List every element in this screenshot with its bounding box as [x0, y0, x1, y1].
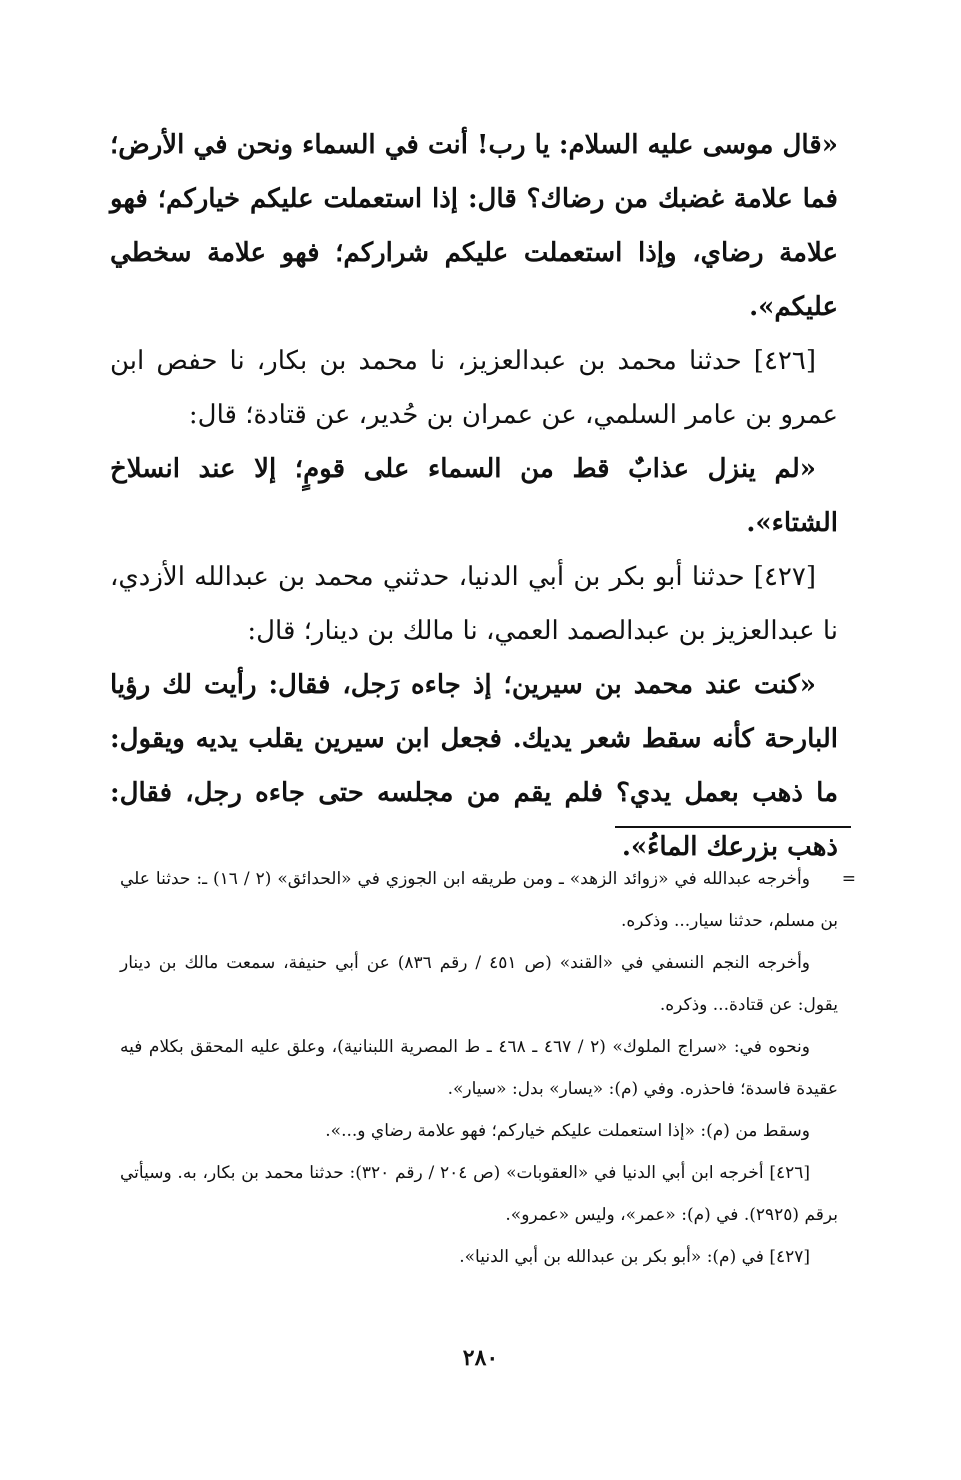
main-text	[110, 118, 838, 874]
footnotes	[120, 858, 856, 1278]
quote-paragraph: «لم ينزل عذابٌ قط من السماء على قومٍ؛ إلا عند انسلاخ الشتاء».	[110, 454, 838, 538]
narration-paragraph: [٤٢٦] حدثنا محمد بن عبدالعزيز، نا محمد بن بكار، نا حفص ابن عمرو بن عامر السلمي، عن عمران بن حُدير، عن قتادة؛ قال:	[110, 346, 838, 430]
footnote-paragraph: وسقط من (م): «إذا استعملت عليكم خياركم؛ فهو علامة رضاي و...».	[325, 1121, 810, 1141]
footnote-paragraph: [٤٢٧] في (م): «أبو بكر بن عبدالله بن أبي الدنيا».	[459, 1247, 810, 1267]
footnote-paragraph: وأخرجه النجم النسفي في «القند» (ص ٤٥١ / رقم ٨٣٦) عن أبي حنيفة، سمعت مالك بن دينار يقول: عن قتادة... وذكره.	[120, 953, 838, 1015]
continuation-mark: =	[841, 869, 856, 889]
quote-paragraph: «كنت عند محمد بن سيرين؛ إذ جاءه رَجل، فقال: رأيت لك رؤيا البارحة كأنه سقط شعر يديك. فجعل ابن سيرين يقلب يديه ويقول: ما ذهب بعمل يدي؟ فلم يقم من مجلسه حتى جاءه رجل، فقال: ذهب بزرعك الماءُ».	[110, 670, 838, 862]
page-number: ٢٨٠	[462, 1345, 499, 1371]
footnote-paragraph: ونحوه في: «سراج الملوك» (٢ / ٤٦٧ ـ ٤٦٨ ـ ط المصرية اللبنانية)، وعلق عليه المحقق بكلام فيه عقيدة فاسدة؛ فاحذره. وفي (م): «يسار» بدل: «سيار».	[120, 1037, 838, 1099]
quote-paragraph: «قال موسى عليه السلام: يا رب! أنت في السماء ونحن في الأرض؛ فما علامة غضبك من رضاك؟ قال: إذا استعملت عليكم خياركم؛ فهو علامة رضاي، وإذا استعملت عليكم شراركم؛ فهو علامة سخطي عليكم».	[110, 130, 838, 322]
main-text-area	[110, 118, 838, 874]
narration-paragraph: [٤٢٧] حدثنا أبو بكر بن أبي الدنيا، حدثني محمد بن عبدالله الأزدي، نا عبدالعزيز بن عبدالصمد العمي، نا مالك بن دينار؛ قال:	[110, 562, 838, 646]
footnote-paragraph: وأخرجه عبدالله في «زوائد الزهد» ـ ومن طريقه ابن الجوزي في «الحدائق» (٢ / ١٦) ـ: حدثنا علي بن مسلم، حدثنا سيار... وذكره.	[120, 869, 838, 931]
footnote-separator	[615, 826, 851, 828]
footnote-paragraph: [٤٢٦] أخرجه ابن أبي الدنيا في «العقوبات» (ص ٢٠٤ / رقم ٣٢٠): حدثنا محمد بن بكار، به. وسيأتي برقم (٢٩٢٥). في (م): «عمر»، وليس «عمرو».	[120, 1163, 838, 1225]
